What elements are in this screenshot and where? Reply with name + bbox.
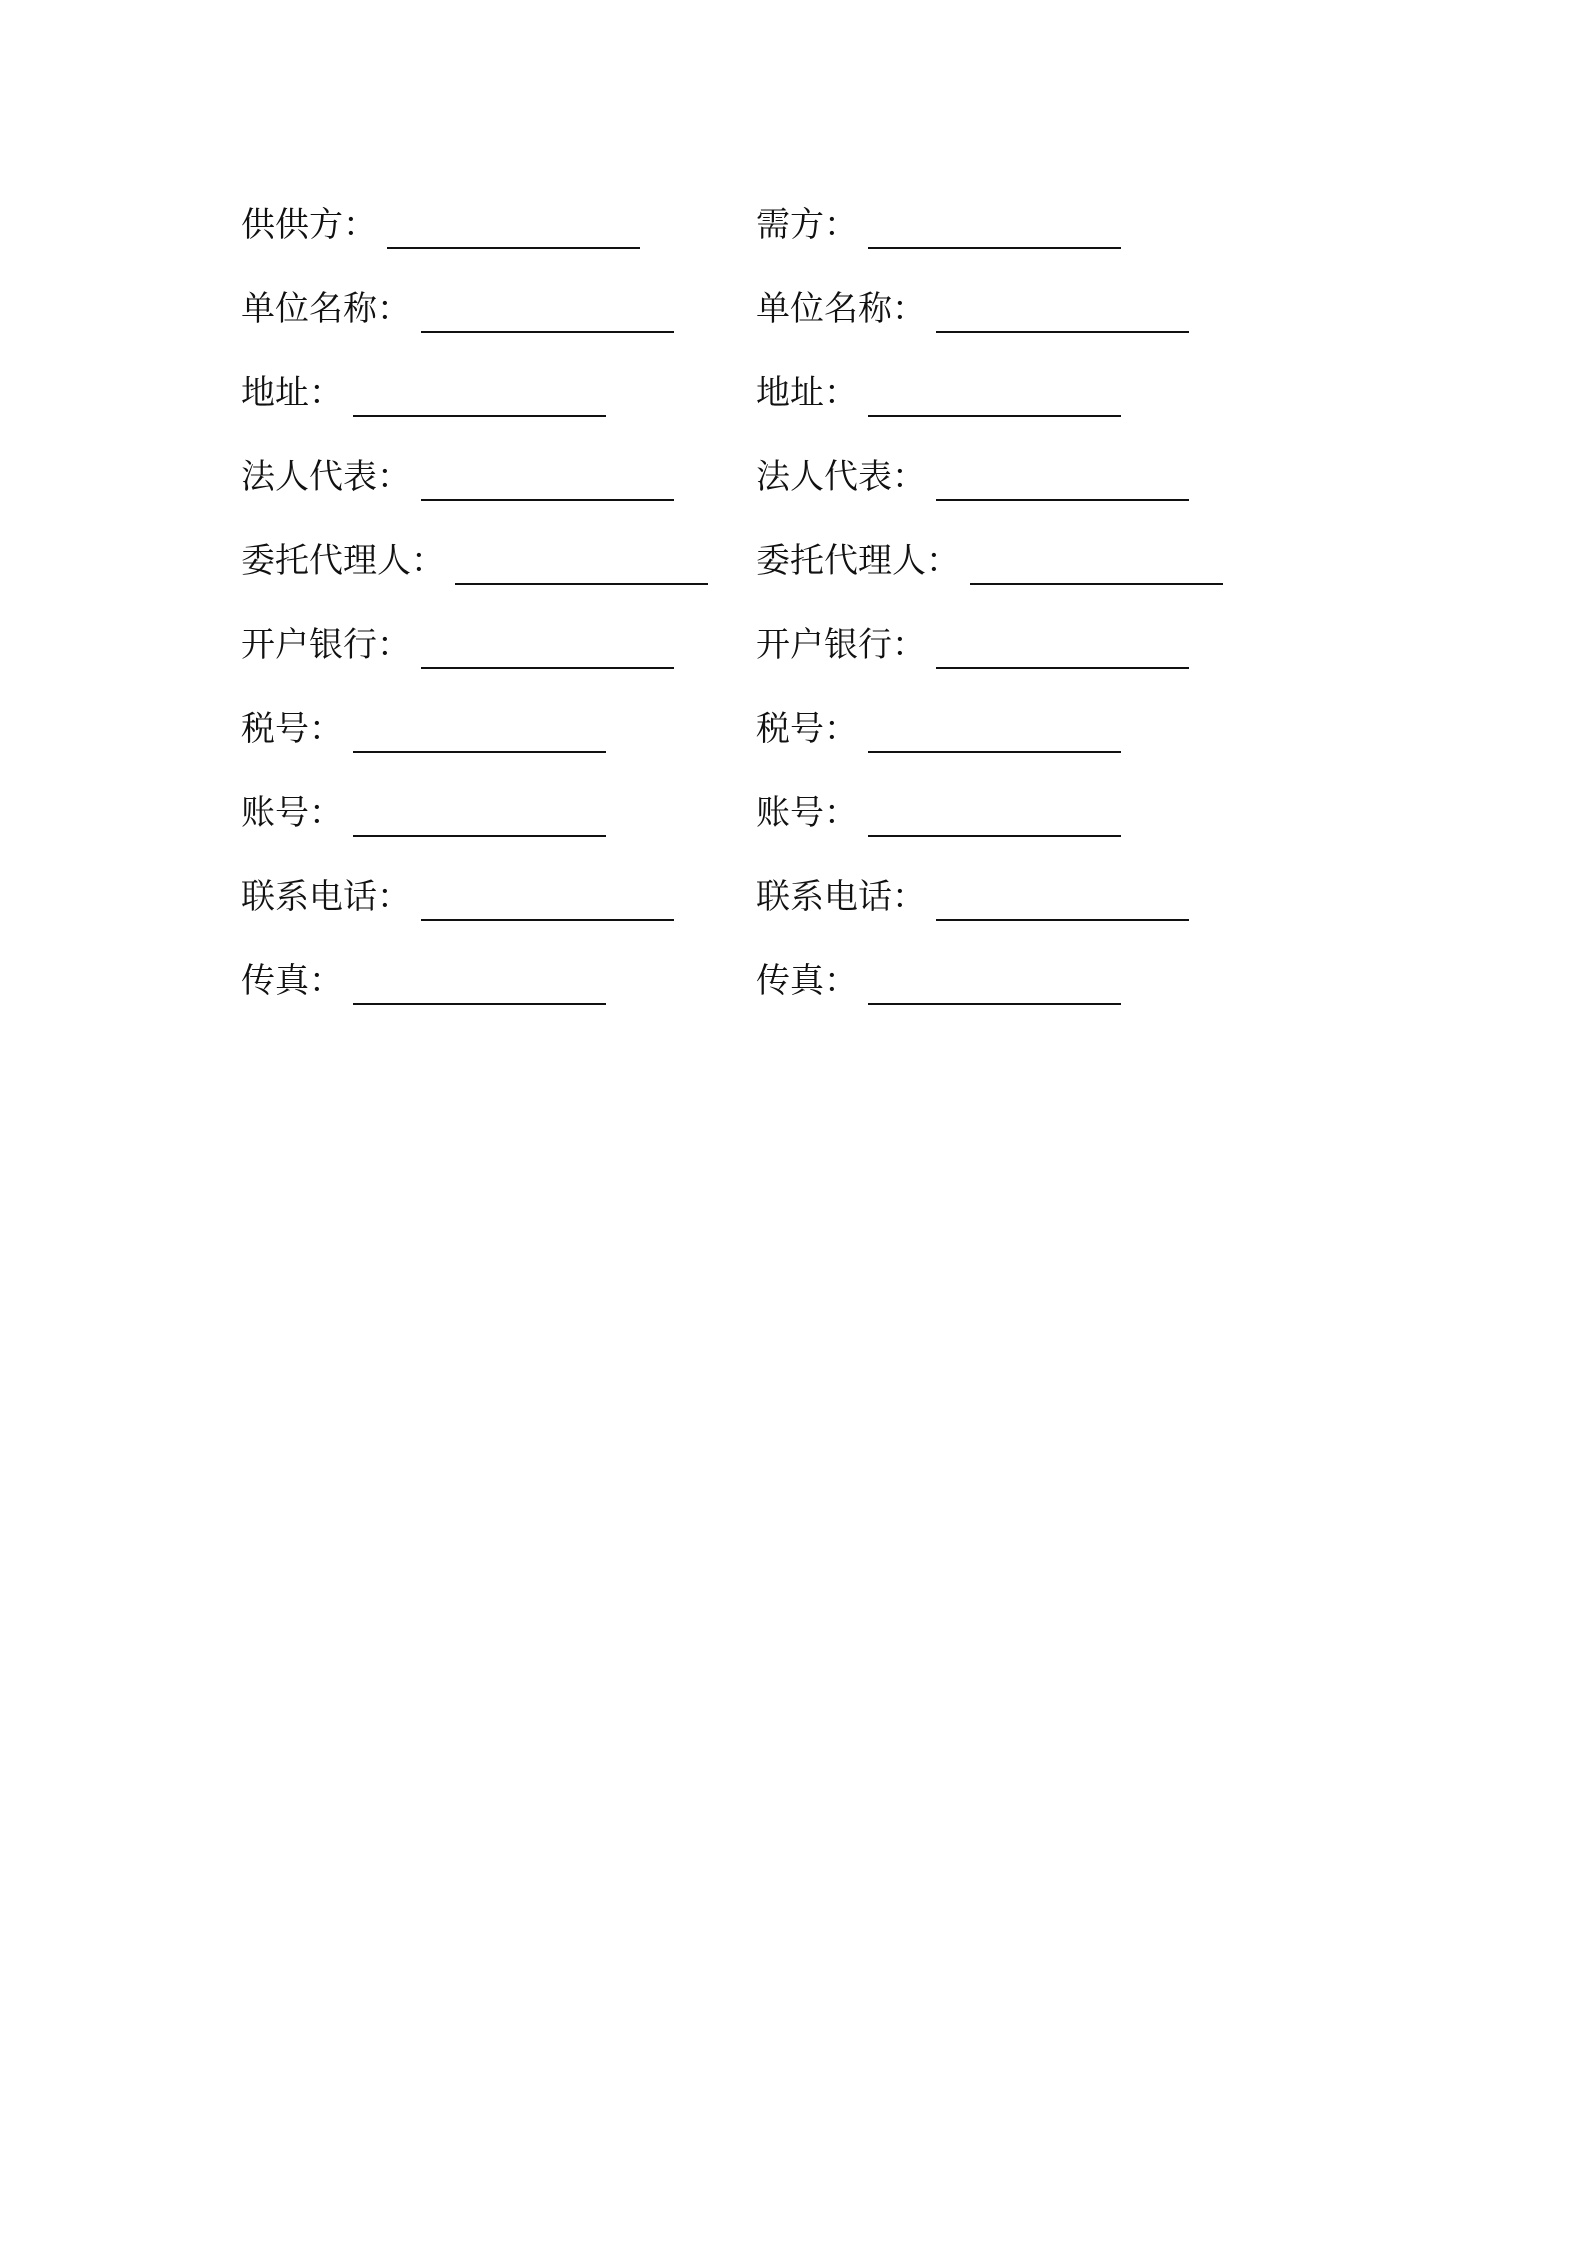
buyer-company-name-row bbox=[756, 285, 1223, 369]
supplier-bank-input-line[interactable] bbox=[421, 621, 674, 669]
supplier-authorized-agent-row bbox=[241, 537, 708, 621]
supplier-phone-input-line[interactable] bbox=[421, 873, 674, 921]
supplier-company-name-label: 单位名称： bbox=[241, 289, 411, 329]
buyer-legal-representative-label: 法人代表： bbox=[756, 457, 926, 497]
supplier-account-number-label: 账号： bbox=[241, 793, 343, 833]
buyer-phone-input-line[interactable] bbox=[936, 873, 1189, 921]
supplier-company-name-input-line[interactable] bbox=[421, 285, 674, 333]
supplier-account-number-row bbox=[241, 789, 708, 873]
buyer-tax-number-row bbox=[756, 705, 1223, 789]
supplier-bank-label: 开户银行： bbox=[241, 625, 411, 665]
buyer-fax-row bbox=[756, 957, 1223, 1041]
supplier-address-input-line[interactable] bbox=[353, 369, 606, 417]
supplier-field-label: 供供方： bbox=[241, 205, 377, 245]
supplier-address-row bbox=[241, 369, 708, 453]
buyer-account-number-input-line[interactable] bbox=[868, 789, 1121, 837]
buyer-tax-number-label: 税号： bbox=[756, 709, 858, 749]
supplier-company-name-row bbox=[241, 285, 708, 369]
supplier-phone-row bbox=[241, 873, 708, 957]
buyer-authorized-agent-row bbox=[756, 537, 1223, 621]
supplier-authorized-agent-input-line[interactable] bbox=[455, 537, 708, 585]
supplier-bank-row bbox=[241, 621, 708, 705]
buyer-account-number-row bbox=[756, 789, 1223, 873]
buyer-address-input-line[interactable] bbox=[868, 369, 1121, 417]
buyer-input-line[interactable] bbox=[868, 201, 1121, 249]
supplier-legal-representative-input-line[interactable] bbox=[421, 453, 674, 501]
buyer-bank-row bbox=[756, 621, 1223, 705]
buyer-field-column bbox=[756, 201, 1223, 1041]
buyer-company-name-input-line[interactable] bbox=[936, 285, 1189, 333]
supplier-fax-row bbox=[241, 957, 708, 1041]
buyer-company-name-label: 单位名称： bbox=[756, 289, 926, 329]
supplier-tax-number-input-line[interactable] bbox=[353, 705, 606, 753]
supplier-authorized-agent-label: 委托代理人： bbox=[241, 541, 445, 581]
buyer-fax-input-line[interactable] bbox=[868, 957, 1121, 1005]
buyer-account-number-label: 账号： bbox=[756, 793, 858, 833]
buyer-tax-number-input-line[interactable] bbox=[868, 705, 1121, 753]
buyer-authorized-agent-input-line[interactable] bbox=[970, 537, 1223, 585]
buyer-address-label: 地址： bbox=[756, 373, 858, 413]
buyer-address-row bbox=[756, 369, 1223, 453]
buyer-fax-label: 传真： bbox=[756, 961, 858, 1001]
buyer-phone-label: 联系电话： bbox=[756, 877, 926, 917]
buyer-bank-input-line[interactable] bbox=[936, 621, 1189, 669]
supplier-address-label: 地址： bbox=[241, 373, 343, 413]
supplier-tax-number-label: 税号： bbox=[241, 709, 343, 749]
buyer-field-row bbox=[756, 201, 1223, 285]
buyer-field-label: 需方： bbox=[756, 205, 858, 245]
supplier-fax-input-line[interactable] bbox=[353, 957, 606, 1005]
supplier-input-line[interactable] bbox=[387, 201, 640, 249]
buyer-authorized-agent-label: 委托代理人： bbox=[756, 541, 960, 581]
buyer-legal-representative-input-line[interactable] bbox=[936, 453, 1189, 501]
buyer-phone-row bbox=[756, 873, 1223, 957]
supplier-field-column bbox=[241, 201, 708, 1041]
supplier-account-number-input-line[interactable] bbox=[353, 789, 606, 837]
supplier-tax-number-row bbox=[241, 705, 708, 789]
supplier-fax-label: 传真： bbox=[241, 961, 343, 1001]
buyer-bank-label: 开户银行： bbox=[756, 625, 926, 665]
supplier-field-row bbox=[241, 201, 708, 285]
supplier-legal-representative-row bbox=[241, 453, 708, 537]
buyer-legal-representative-row bbox=[756, 453, 1223, 537]
supplier-legal-representative-label: 法人代表： bbox=[241, 457, 411, 497]
supplier-phone-label: 联系电话： bbox=[241, 877, 411, 917]
